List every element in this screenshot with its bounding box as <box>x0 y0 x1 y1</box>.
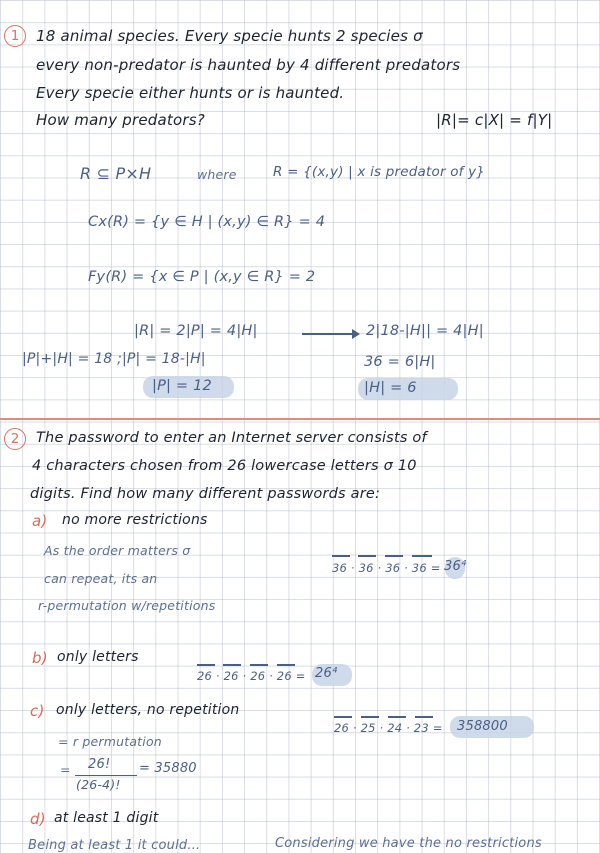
slot-bar <box>358 555 376 557</box>
part-a-text: no more restrictions <box>62 512 208 528</box>
part-c-note: = r permutation <box>58 734 162 749</box>
problem-1-relation-formula: |R|= c|X| = f|Y| <box>436 111 553 129</box>
problem-1-line-3: Every specie either hunts or is haunted. <box>36 84 345 102</box>
slot-bar <box>361 716 379 718</box>
equation-right-2: 36 = 6|H| <box>364 354 436 370</box>
relation-definition: R = {(x,y) | x is predator of y} <box>273 164 486 180</box>
slot-bar <box>388 716 406 718</box>
problem-2-line-2: 4 characters chosen from 26 lowercase letters σ 10 <box>32 458 417 474</box>
part-d-note-right: Considering we have the no restrictions <box>275 836 542 851</box>
slot-bar <box>415 716 433 718</box>
problem-2-line-3: digits. Find how many different passwords are: <box>30 486 381 502</box>
part-a-calculation: 36 · 36 · 36 · 36 = <box>332 561 441 575</box>
slot-bar <box>197 664 215 666</box>
slot-bar <box>385 555 403 557</box>
equation-right-1: 2|18-|H|| = 4|H| <box>366 323 484 339</box>
equation-left: |P|+|H| = 18 ;|P| = 18-|H| <box>22 351 206 367</box>
slot-bar <box>277 664 295 666</box>
part-c-result: 358800 <box>457 719 508 734</box>
part-d-label: d) <box>30 810 46 828</box>
problem-1-question: How many predators? <box>36 111 205 129</box>
part-a-label: a) <box>32 512 48 530</box>
where-label: where <box>197 167 237 182</box>
problem-1-number-badge: 1 <box>4 25 26 47</box>
part-b-text: only letters <box>57 649 139 665</box>
problem-1-line-2: every non-predator is haunted by 4 different predators <box>36 56 461 74</box>
slot-bar <box>412 555 432 557</box>
part-b-calculation: 26 · 26 · 26 · 26 = <box>197 669 306 683</box>
part-c-text: only letters, no repetition <box>56 702 240 718</box>
problem-2-line-1: The password to enter an Internet server consists of <box>36 430 427 446</box>
fraction-numerator: 26! <box>88 757 111 772</box>
f-definition: Fy(R) = {x ∈ P | (x,y ∈ R} = 2 <box>88 269 316 285</box>
slot-bar <box>223 664 241 666</box>
part-b-label: b) <box>32 649 48 667</box>
fraction-denominator: (26-4)! <box>76 777 121 792</box>
part-d-note-left: Being at least 1 it could... <box>28 838 201 853</box>
part-a-result: 36⁴ <box>444 559 467 574</box>
part-a-note-1: As the order matters σ <box>44 543 191 558</box>
main-equation: |R| = 2|P| = 4|H| <box>134 323 258 339</box>
implies-arrow <box>302 333 358 335</box>
result-h: |H| = 6 <box>364 380 417 396</box>
problem-2-number-badge: 2 <box>4 428 26 450</box>
part-b-result: 26⁴ <box>315 666 338 681</box>
part-d-text: at least 1 digit <box>54 810 159 826</box>
slot-bar <box>334 716 352 718</box>
slot-bar <box>250 664 268 666</box>
result-p: |P| = 12 <box>152 378 212 394</box>
problem-1-line-1: 18 animal species. Every specie hunts 2 species σ <box>36 27 423 45</box>
fraction-result: = 35880 <box>139 761 197 776</box>
c-definition: Cx(R) = {y ∈ H | (x,y) ∈ R} = 4 <box>88 214 326 230</box>
fraction-equals: = <box>60 762 71 777</box>
problem-separator <box>0 418 600 420</box>
relation-subset: R ⊆ P×H <box>80 164 152 183</box>
part-a-note-3: r-permutation w/repetitions <box>38 598 216 613</box>
part-a-note-2: can repeat, its an <box>44 571 158 586</box>
slot-bar <box>332 555 350 557</box>
part-c-calculation: 26 · 25 · 24 · 23 = <box>334 721 443 735</box>
part-c-label: c) <box>30 702 45 720</box>
